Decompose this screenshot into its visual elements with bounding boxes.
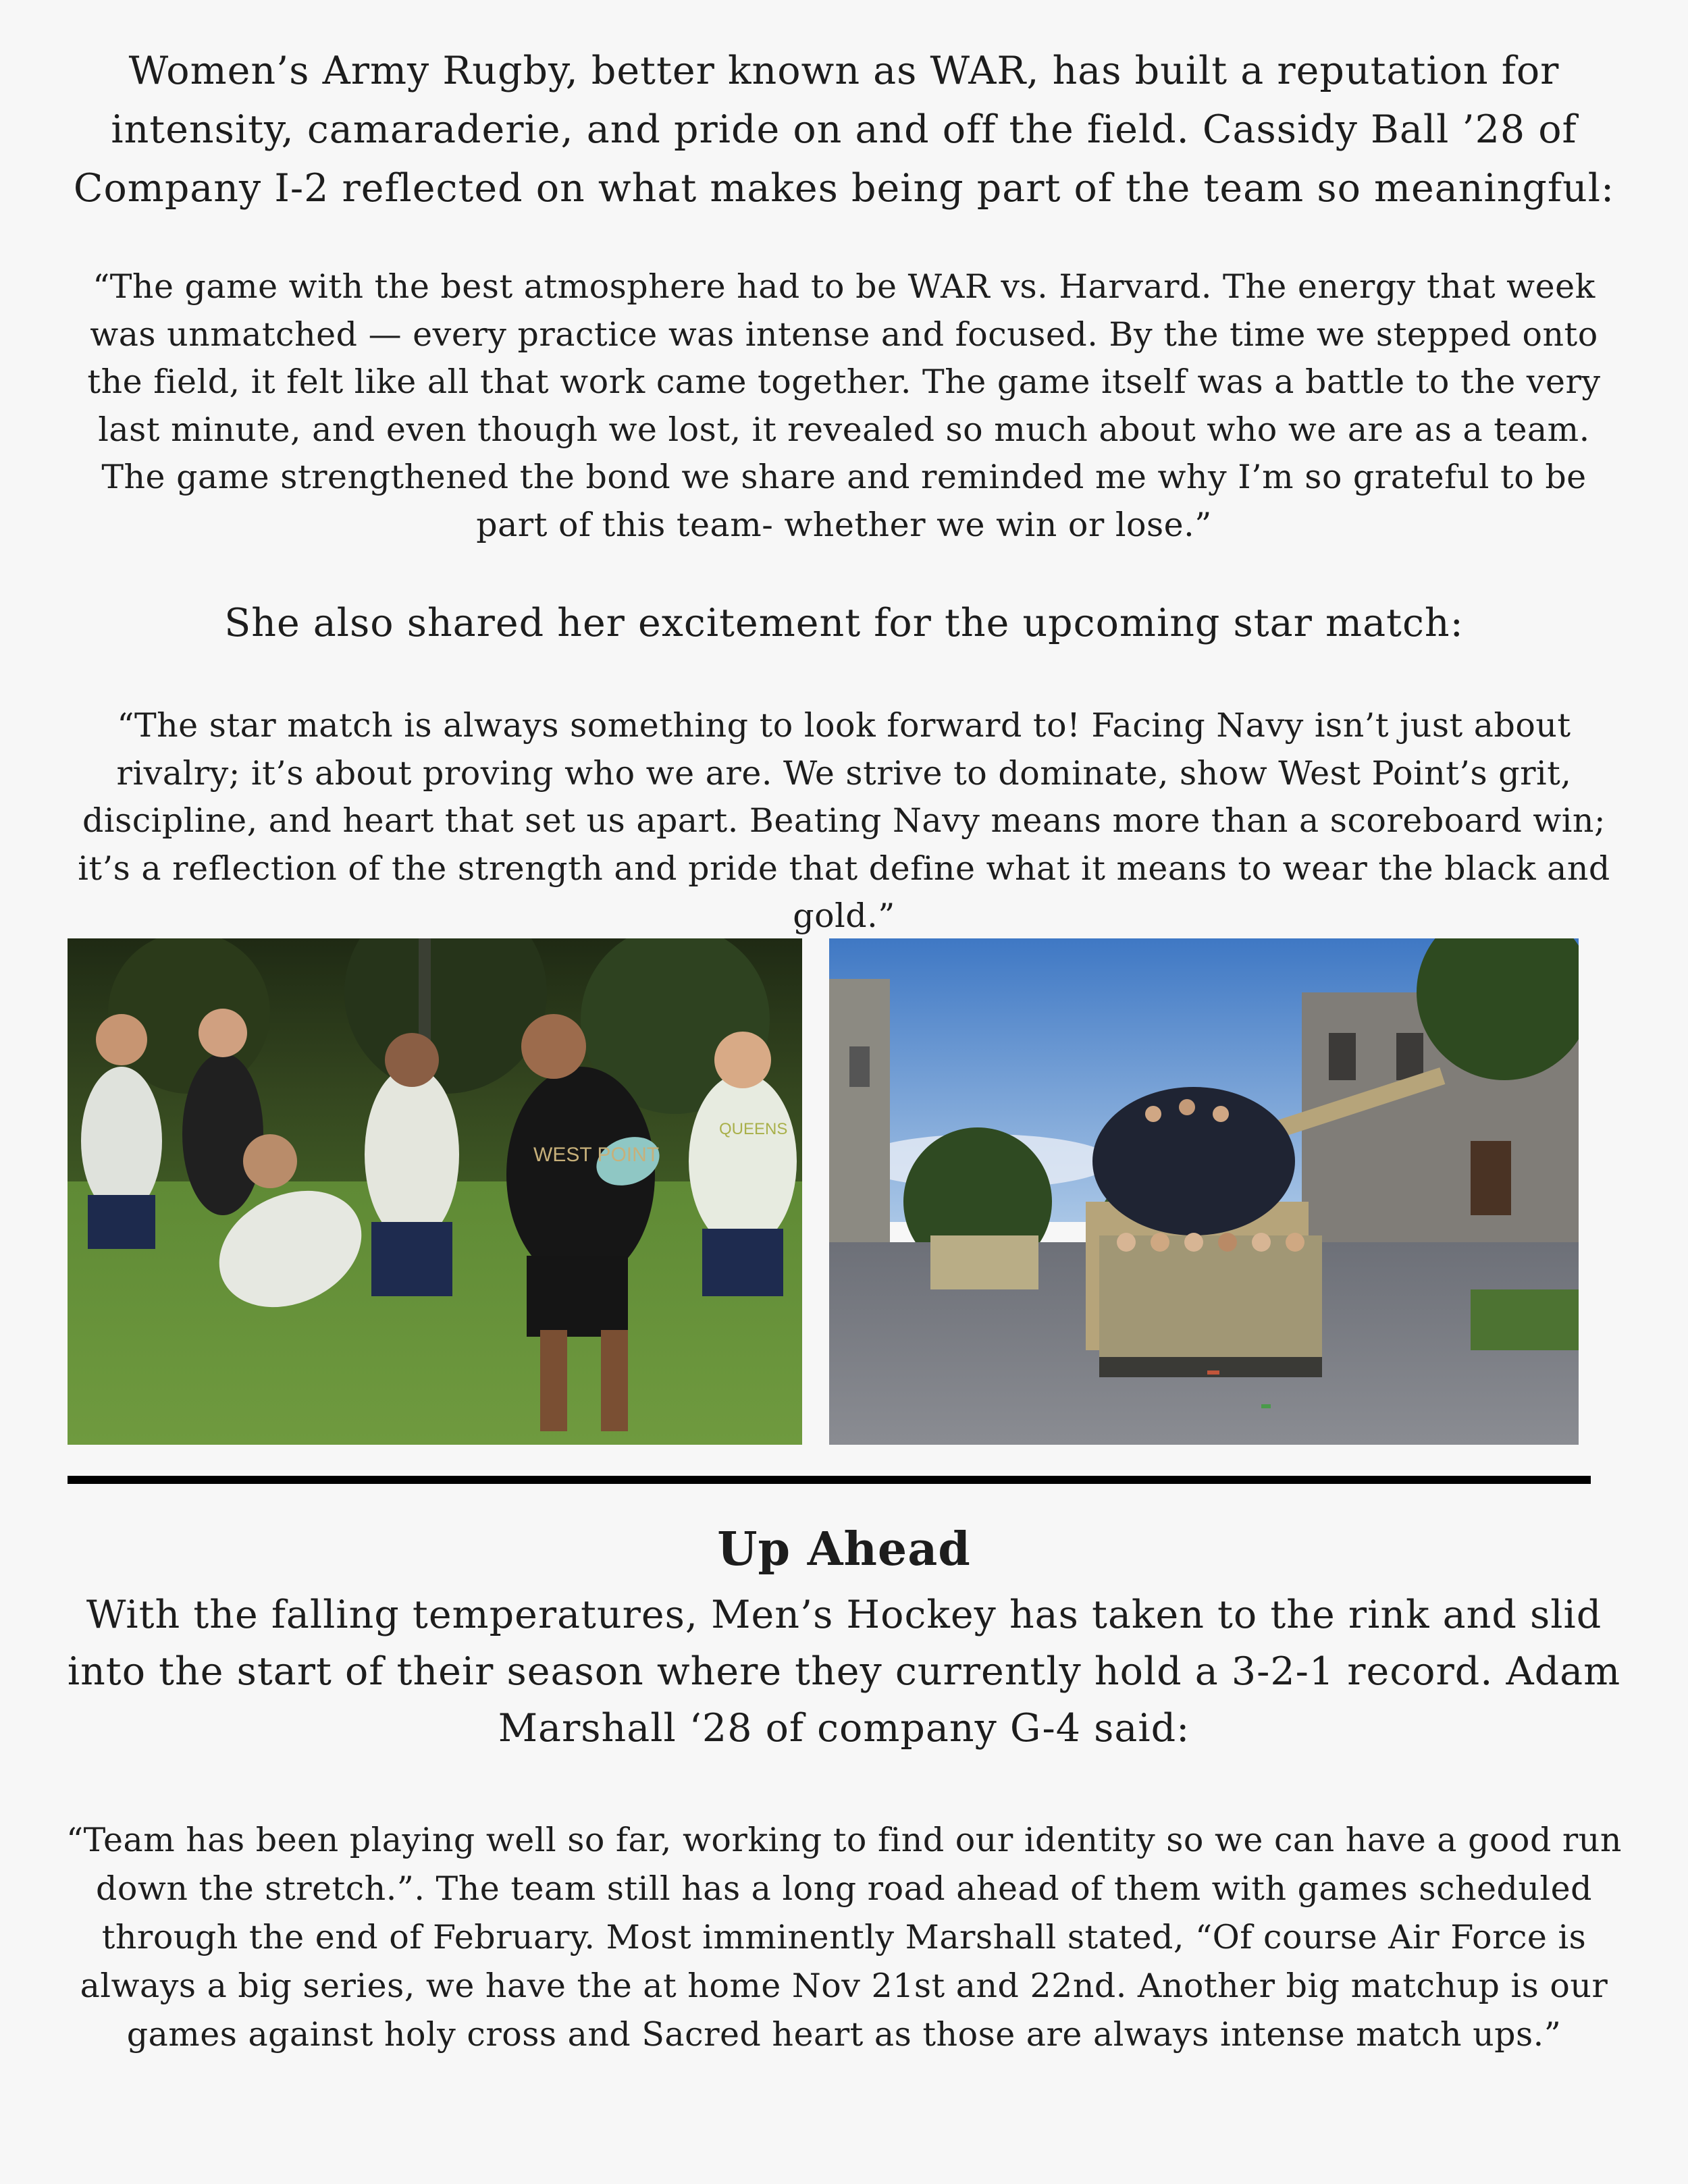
up-ahead-heading: Up Ahead	[717, 1522, 971, 1576]
jersey-text: WEST POINT	[533, 1144, 660, 1166]
rugby-action-photo	[68, 938, 802, 1445]
team-tank-photo	[829, 938, 1579, 1445]
team-tank-image	[829, 938, 1579, 1445]
rugby-action-image	[68, 938, 802, 1445]
section-divider	[68, 1476, 1591, 1484]
war-intro-paragraph: Women’s Army Rugby, better known as WAR, has built a reputation for intensity, camaraderie, and pride on and off the field. Cassidy Ball ’28 of Company I-2 reflected on what makes being part of the team so meaningful:	[73, 49, 1615, 211]
hockey-quote: “Team has been playing well so far, working to find our identity so we can have a good run down the stretch.”. The team still has a long road ahead of them with games scheduled through the end of February. Most imminently Marshall stated, “Of course Air Force is always a big series, we have the at home Nov 21st and 22nd. Another big matchup is our games against holy cross and Sacred heart as those are always intense match ups.”	[66, 1821, 1622, 2054]
star-match-quote: “The star match is always something to look forward to! Facing Navy isn’t just about rivalry; it’s about proving who we are. We strive to dominate, show West Point’s grit, discipline, and heart that set us apart. Beating Navy means more than a scoreboard win; it’s a reflection of the strength and pride that define what it means to wear the black and gold.”	[78, 706, 1610, 935]
harvard-game-quote: “The game with the best atmosphere had to be WAR vs. Harvard. The energy that week was unmatched — every practice was intense and focused. By the time we stepped onto the field, it felt like all that work came together. The game itself was a battle to the very last minute, and even though we lost, it revealed so much about who we are as a team. The game strengthened the bond we share and reminded me why I’m so grateful to be part of this team- whether we win or lose.”	[87, 267, 1601, 544]
star-match-lead: She also shared her excitement for the upcoming star match:	[224, 601, 1464, 645]
opponent-jersey-text: QUEENS	[719, 1120, 788, 1138]
hockey-paragraph: With the falling temperatures, Men’s Hockey has taken to the rink and slid into the start of their season where they currently hold a 3-2-1 record. Adam Marshall ‘28 of company G-4 said:	[67, 1593, 1621, 1751]
